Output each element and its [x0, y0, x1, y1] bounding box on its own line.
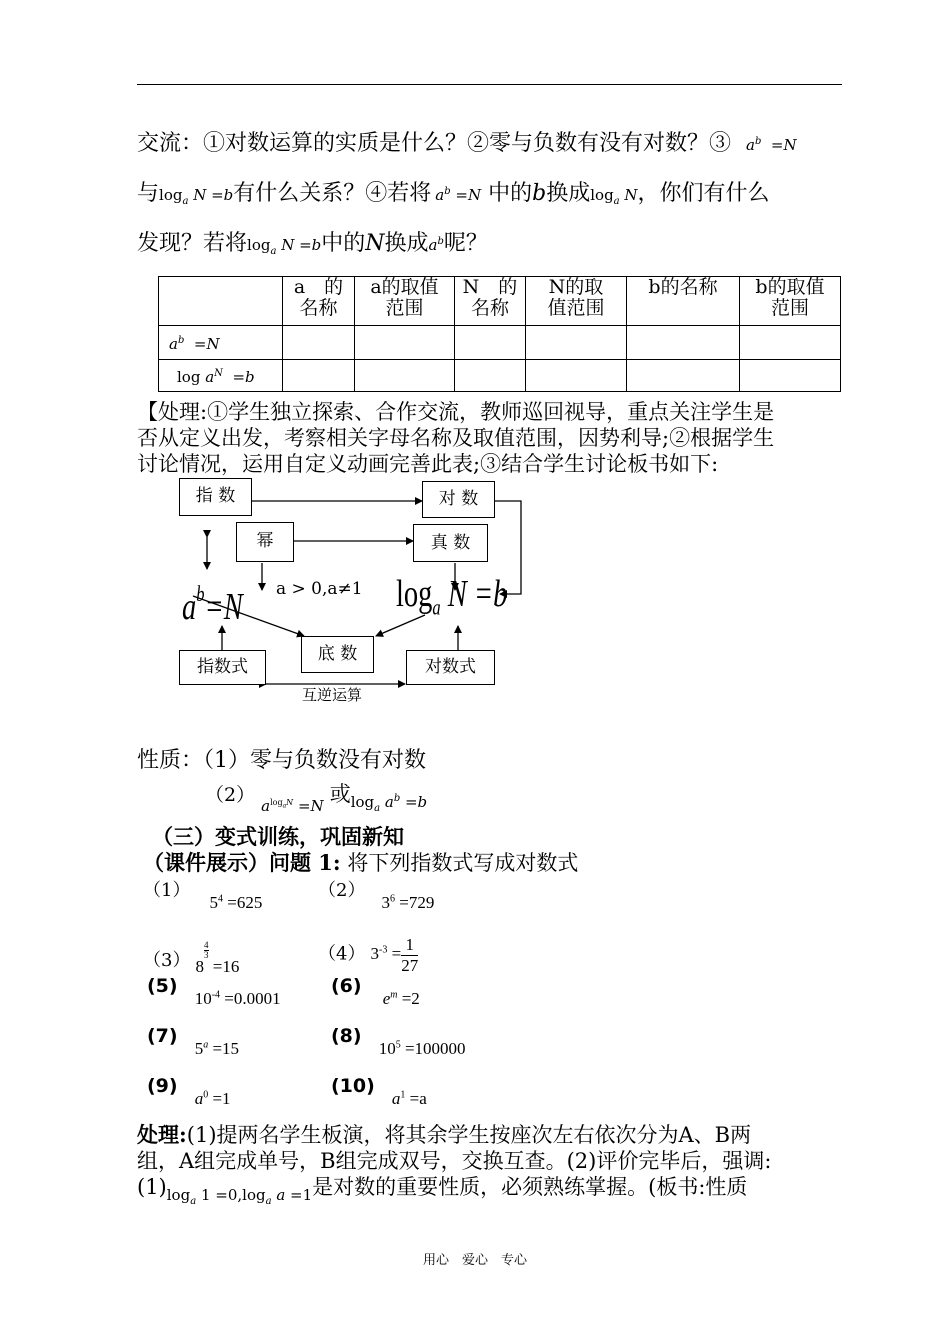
intro-text-2b: 有什么关系？④若将: [233, 181, 432, 206]
diagram-formula-log: $\log_a N =b$: [396, 573, 508, 620]
diagram-box-zhishushi: 指数式: [179, 650, 266, 685]
formula-log-ab-b: loga ab =b: [350, 793, 428, 814]
formula-log-n-b: $\log_a N =b$: [159, 186, 234, 207]
exercise-2: （2） $3^6 =729$: [318, 880, 435, 912]
exercise-7: (7) $5^a =15$: [147, 1025, 240, 1058]
intro-text-3d: 换成: [384, 231, 429, 256]
exercise-8: (8) $10^5 =100000$: [331, 1025, 466, 1058]
table-row-label: $\log a^N =b$: [159, 360, 283, 392]
table-header-cell: b的取值 范围: [740, 277, 841, 326]
diagram-box-mi: 幂: [236, 522, 294, 562]
diagram-box-duishushi: 对数式: [406, 650, 495, 685]
formula-log-n-b-2: $\log_a N =b$: [247, 236, 322, 257]
processing-line-2: 否从定义出发，考察相关字母名称及取值范围，因势利导;②根据学生: [137, 426, 775, 450]
table-header-cell: N 的 名称: [455, 277, 526, 326]
processing2-line-2: 组，A组完成单号，B组完成双号，交换互查。(2)评价完毕后，强调:: [137, 1149, 772, 1173]
processing2-label: 处理:: [137, 1122, 187, 1147]
formula-log-n: $\log_a N$: [590, 186, 638, 207]
diagram-box-zhenshu: 真 数: [413, 524, 488, 562]
property-2: [205, 778, 428, 815]
intro-text-3a: 发现？若将: [137, 231, 248, 256]
problem-label: （课件展示）问题 1:: [143, 850, 341, 875]
property-or: 或: [329, 782, 351, 806]
table-header-cell: N的取 值范围: [526, 277, 627, 326]
intro-var-n: N: [365, 231, 385, 256]
diagram-box-dishu: 底 数: [301, 636, 374, 673]
processing2-line-1: 处理:(1)提两名学生板演，将其余学生按座次左右依次分为A、B两: [137, 1122, 752, 1147]
table-row-label: $a^b =N$: [159, 326, 283, 360]
formula-ab-n: $a^b =N$: [746, 136, 797, 154]
intro-text-2f: ，你们有什么: [637, 181, 770, 206]
property-1: 性质：（1）零与负数没有对数: [137, 748, 426, 773]
problem-text: 将下列指数式写成对数式: [340, 851, 579, 875]
table-header-cell: b的名称: [627, 277, 740, 326]
diagram-inverse-label: 互逆运算: [302, 686, 363, 704]
processing2-line-3: $(1)_{log_a 1 =0,log_a a =1}$是对数的重要性质，必须熟练掌握。(板书:性质: [137, 1175, 748, 1207]
processing-line-1: 【处理:①学生独立探索、合作交流，教师巡回视导，重点关注学生是: [137, 400, 775, 424]
intro-var-b: b: [532, 181, 547, 206]
diagram-condition: a > 0,a≠1: [276, 579, 363, 599]
section-heading: （三）变式训练，巩固新知: [152, 824, 404, 849]
exercise-1: （1） $5^4 =625$: [143, 880, 263, 912]
page-footer: 用心 爱心 专心: [422, 1253, 527, 1268]
formula-ab-n-2: $a^b =N$: [435, 186, 482, 204]
intro-text-3e: 呢？: [443, 231, 488, 256]
intro-text-1: 交流：①对数运算的实质是什么？②零与负数有没有对数？③: [137, 131, 732, 156]
table-header-cell: a 的 名称: [283, 277, 355, 326]
formula-log-properties: loga 1 =0,loga a =1: [166, 1186, 313, 1207]
diagram-box-zhishu: 指 数: [179, 478, 252, 516]
property-2-label: （2）: [205, 784, 256, 806]
intro-text-2a: 与: [137, 181, 160, 206]
intro-text-2e: 换成: [546, 181, 591, 206]
exercise-5: (5) $10^{-4} =0.0001$: [147, 975, 281, 1008]
exercise-4: （4） $3^{-3}$ = $\frac{1}{27}$: [318, 935, 419, 975]
table-header-cell: a的取值 范围: [355, 277, 455, 326]
exercise-10: (10) $a^1 =a$: [331, 1075, 427, 1108]
intro-text-3b: 中的: [321, 231, 366, 256]
intro-text-2c: 中的: [488, 181, 533, 206]
exercise-6: (6) $e^m =2$: [331, 975, 420, 1008]
exercise-9: (9) $a^0 =1$: [147, 1075, 231, 1108]
processing-line-3: 讨论情况，运用自定义动画完善此表;③结合学生讨论板书如下:: [137, 452, 719, 476]
formula-ab: $a^b$: [428, 236, 444, 254]
formula-a-log-n: alogaN =N: [261, 797, 324, 815]
problem-1: [143, 847, 578, 877]
diagram-box-duishu: 对 数: [422, 481, 495, 518]
exercise-3: （3） 8 $\frac{4}{3}$ =16: [143, 940, 240, 976]
diagram-formula-exp: $a^b=N$: [182, 581, 243, 628]
